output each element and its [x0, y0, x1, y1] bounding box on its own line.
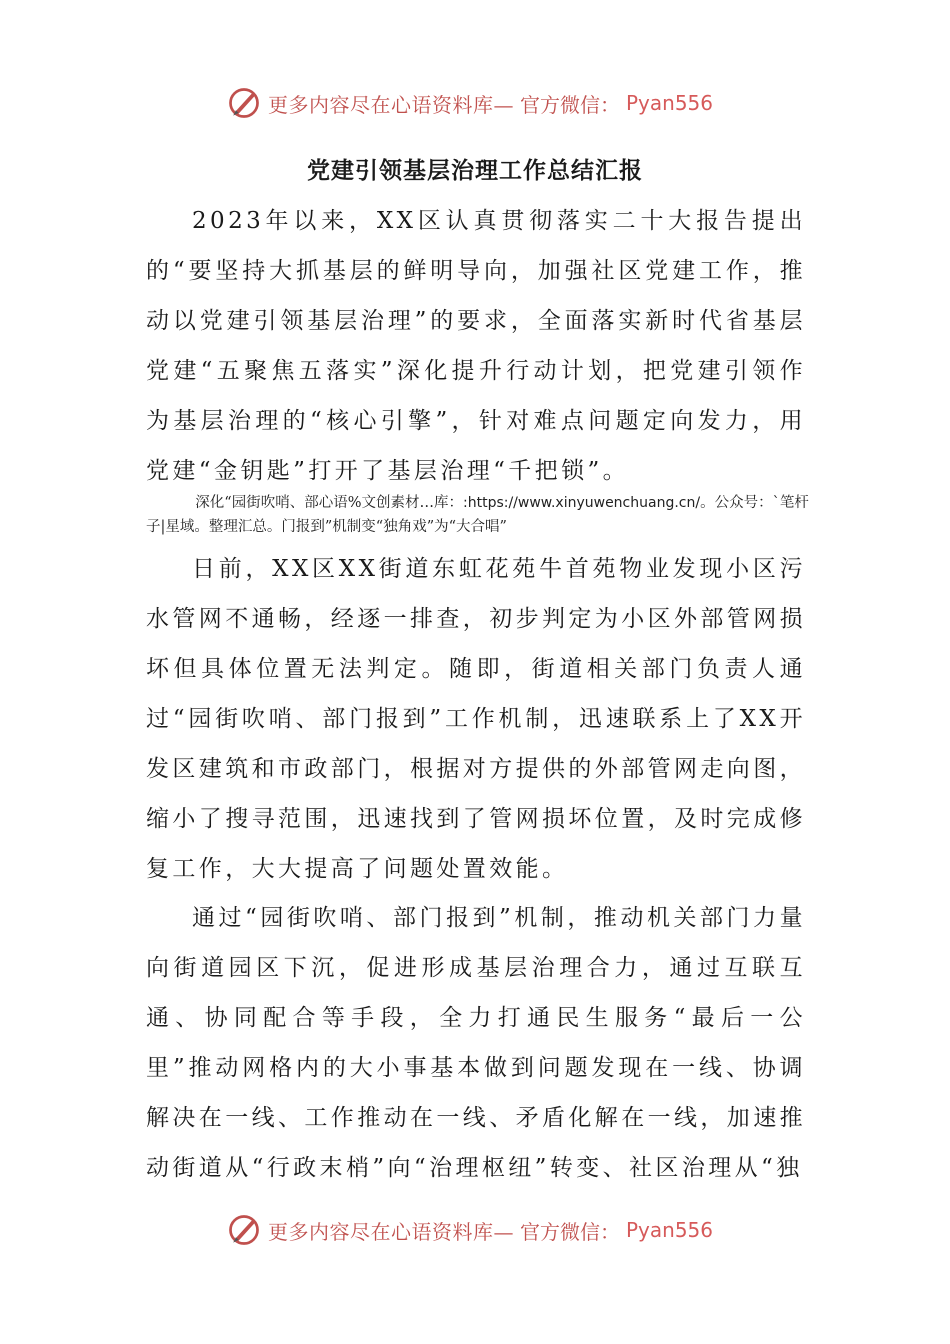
pen-circle-logo-icon [226, 1212, 262, 1248]
note-url: :https://www.xinyuwenchuang.cn/ [463, 495, 701, 511]
paragraph-mechanism: 通过“园街吹哨、部门报到”机制，推动机关部门力量向街道园区下沉，促进形成基层治理合力，通过互联互通、协同配合等手段，全力打通民生服务“最后一公里”推动网格内的大小事基本做到问题发现在一线、协调解决在一线、工作推动在一线、矛盾化解在一线，加速推动街道从“行政末梢”向“治理枢纽”转变、社区治理从“独 [146, 905, 806, 1181]
paragraph-intro: 2023年以来，XX区认真贯彻落实二十大报告提出的“要坚持大抓基层的鲜明导向，加强社区党建工作，推动以党建引领基层治理”的要求，全面落实新时代省基层党建“五聚焦五落实”深化提升行动计划，把党建引领作为基层治理的“核心引擎”，针对难点问题定向发力，用党建“金钥匙”打开了基层治理“千把锁”。 [146, 208, 806, 484]
banner-wechat-label: 官方微信： [520, 1219, 620, 1244]
banner-slogan: 更多内容尽在心语资料库— [268, 1219, 514, 1244]
banner-wechat-id: Pyan556 [626, 91, 714, 115]
note-text-start: 深化“园街吹哨、部心语%文创素材…库： [195, 495, 463, 511]
pen-circle-logo-icon [226, 85, 262, 121]
header-banner [226, 83, 713, 123]
banner-wechat-id: Pyan556 [626, 1218, 714, 1242]
banner-wechat-label: 官方微信： [520, 92, 620, 117]
document-title: 党建引领基层治理工作总结汇报 [307, 157, 643, 184]
banner-slogan: 更多内容尽在心语资料库— [268, 92, 514, 117]
note-text-end: 。公众号：`笔杆子|星域。整理汇总。门报到”机制变“独角戏”为“大合唱” [146, 495, 809, 535]
paragraph-case: 日前，XX区XX街道东虹花苑牛首苑物业发现小区污水管网不通畅，经逐一排查，初步判定为小区外部管网损坏但具体位置无法判定。随即，街道相关部门负责人通过“园街吹哨、部门报到”工作机制，迅速联系上了XX开发区建筑和市政部门，根据对方提供的外部管网走向图，缩小了搜寻范围，迅速找到了管网损坏位置，及时完成修复工作，大大提高了问题处置效能。 [146, 556, 806, 882]
footer-banner [226, 1210, 713, 1250]
watermark-note [146, 491, 810, 539]
